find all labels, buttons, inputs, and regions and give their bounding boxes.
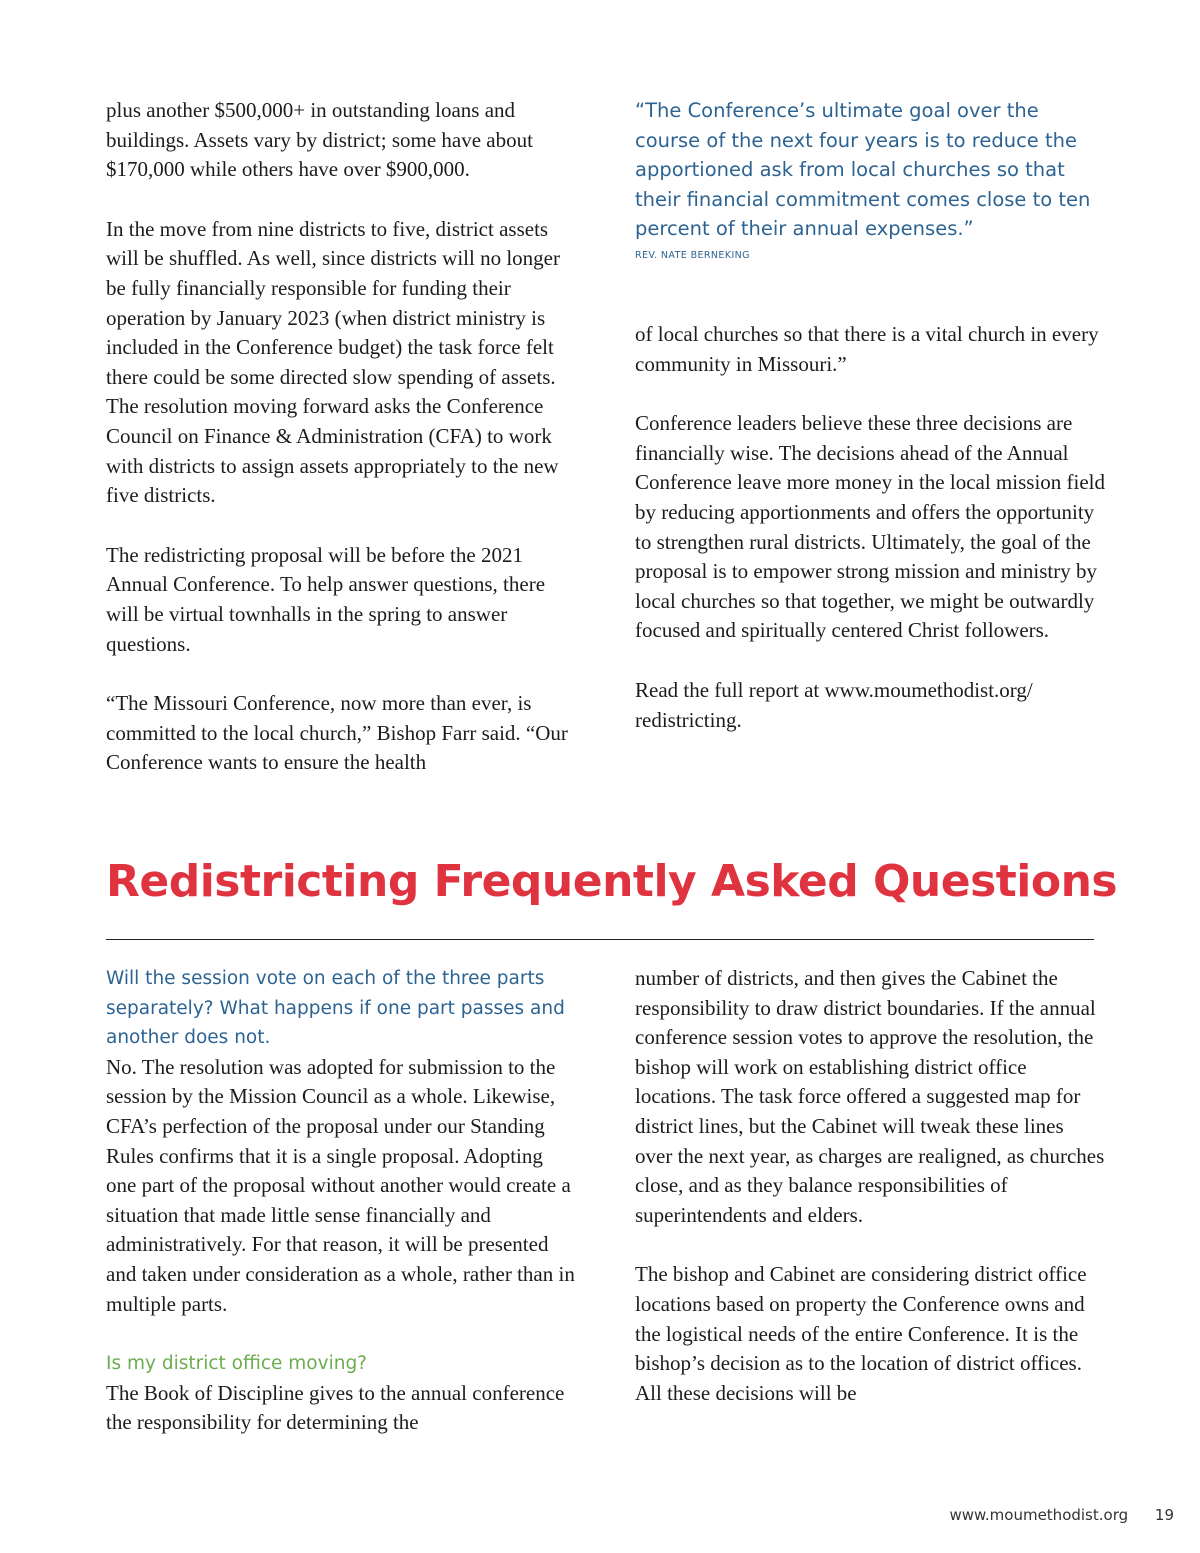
body-paragraph: Conference leaders believe these three decisions are financially wise. The decisions ahead of the Annual Conference leave more money in the local mission field by reducing apportionments and offers the opportunity to strengthen rural districts. Ultimately, the goal of the proposal is to empower strong mission and ministry by local churches so that together, we might be outwardly focused and spiritually centered Christ followers. <box>635 411 1106 643</box>
faq-answer-office-continued: number of districts, and then gives the Cabinet the responsibility to draw district boundaries. If the annual conference session votes to approve the resolution, the bishop will work on establishing district office locations. The task force offered a suggested map for district lines, but the Cabinet will tweak these lines over the next year, as charges are realigned, as churches close, and as they balance responsibilities of superintendents and elders. <box>635 966 1105 1227</box>
heading-divider <box>106 939 1094 940</box>
page-number: 19 <box>1154 1506 1174 1524</box>
article-column-left <box>106 96 574 778</box>
faq-question-office: Is my district office moving? <box>106 1353 368 1375</box>
body-paragraph: Read the full report at www.moumethodist.org/ redistricting. <box>635 677 1033 732</box>
faq-column-right <box>635 964 1105 1408</box>
faq-answer-office: The Book of Discipline gives to the annual conference the responsibility for determining the <box>106 1380 565 1435</box>
pull-quote-block <box>635 96 1105 261</box>
body-paragraph: “The Missouri Conference, now more than ever, is committed to the local church,” Bishop Farr said. “Our Conference wants to ensure the health <box>106 691 568 775</box>
faq-question-vote: Will the session vote on each of the three parts separately? What happens if one part passes and another does not. <box>106 968 565 1049</box>
body-paragraph: plus another $500,000+ in outstanding loans and buildings. Assets vary by district; some have about $170,000 while others have over $900,000. <box>106 98 533 182</box>
footer-url[interactable]: www.moumethodist.org <box>949 1506 1129 1524</box>
faq-column-left <box>106 964 576 1438</box>
faq-answer-vote: No. The resolution was adopted for submission to the session by the Mission Council as a whole. Likewise, CFA’s perfection of the proposal under our Standing Rules confirms that it is a single proposal. Adopting one part of the proposal without another would create a situation that made little sense financially and administratively. For that reason, it will be presented and taken under consideration as a whole, rather than in multiple parts. <box>106 1054 575 1316</box>
body-paragraph: of local churches so that there is a vital church in every community in Missouri.” <box>635 322 1099 376</box>
page-footer <box>949 1506 1174 1524</box>
pull-quote-attribution: REV. NATE BERNEKING <box>635 249 750 261</box>
faq-answer-office-more: The bishop and Cabinet are considering district office locations based on property the Conference owns and the logistical needs of the entire Conference. It is the bishop’s decision as to the location of district offices. All these decisions will be <box>635 1262 1087 1405</box>
faq-heading: Redistricting Frequently Asked Questions <box>106 856 1118 907</box>
body-paragraph: In the move from nine districts to five, district assets will be shuffled. As well, since districts will no longer be fully financially responsible for funding their operation by January 2023 (when district ministry is included in the Conference budget) the task force felt there could be some directed slow spending of assets. The resolution moving forward asks the Conference Council on Finance & Administration (CFA) to work with districts to assign assets appropriately to the new five districts. <box>106 216 560 508</box>
article-column-right <box>635 320 1105 735</box>
pull-quote-text: “The Conference’s ultimate goal over the course of the next four years is to reduce the apportioned ask from local churches so that their financial commitment comes close to ten percent of their annual expenses.” <box>635 99 1091 241</box>
body-paragraph: The redistricting proposal will be before the 2021 Annual Conference. To help answer questions, there will be virtual townhalls in the spring to answer questions. <box>106 542 546 656</box>
